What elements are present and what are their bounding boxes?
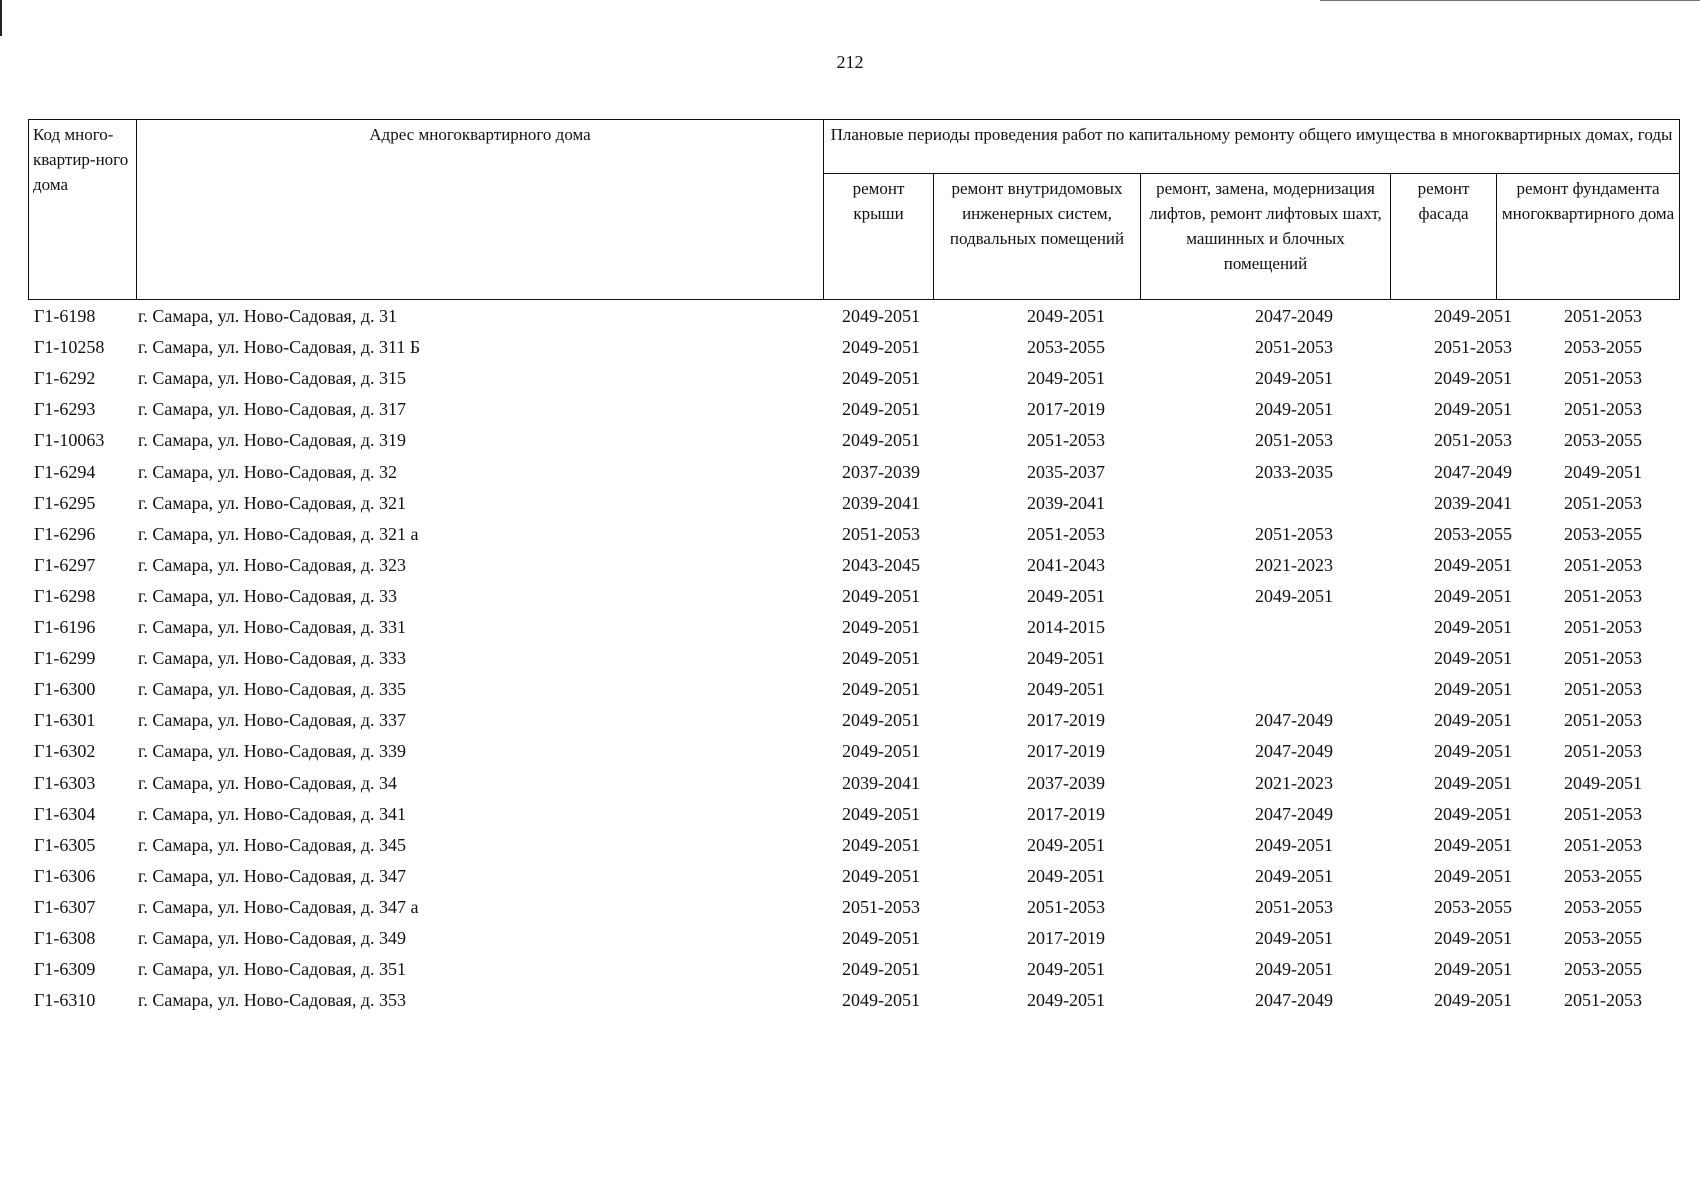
cell-engineering: 2017-2019	[1027, 928, 1105, 948]
cell-facade: 2049-2051	[1434, 772, 1512, 793]
cell-lifts: 2051-2053	[1255, 337, 1333, 358]
cell-lifts: 2051-2053	[1255, 896, 1333, 917]
cell-engineering: 2037-2039	[1027, 772, 1105, 793]
cell-address: г. Самара, ул. Ново-Садовая, д. 341	[138, 803, 406, 824]
cell-roof: 2049-2051	[842, 679, 920, 700]
cell-facade: 2049-2051	[1434, 399, 1512, 420]
cell-foundation: 2051-2053	[1564, 368, 1642, 389]
cell-engineering: 2051-2053	[1027, 896, 1105, 917]
header-lifts: ремонт, замена, модернизация лифтов, ремонт лифтовых шахт, машинных и блочных помещений	[1141, 174, 1391, 300]
cell-lifts: 2047-2049	[1255, 306, 1333, 326]
cell-facade: 2049-2051	[1434, 554, 1512, 575]
table-row	[28, 580, 1679, 613]
table-row	[28, 487, 1679, 520]
cell-address: г. Самара, ул. Ново-Садовая, д. 347	[138, 865, 406, 886]
cell-engineering: 2041-2043	[1027, 554, 1105, 575]
cell-address: г. Самара, ул. Ново-Садовая, д. 323	[138, 554, 406, 575]
cell-lifts: 2049-2051	[1255, 959, 1333, 980]
cell-foundation: 2051-2053	[1564, 679, 1642, 700]
header-code: Код много-квартир-ного дома	[29, 120, 137, 300]
header-engineering: ремонт внутридомовых инженерных систем, подвальных помещений	[934, 174, 1141, 300]
cell-foundation: 2051-2053	[1564, 492, 1642, 513]
cell-address: г. Самара, ул. Ново-Садовая, д. 345	[138, 834, 406, 855]
cell-code: Г1-10258	[34, 337, 105, 358]
cell-code: Г1-6308	[34, 928, 96, 948]
cell-code: Г1-6297	[34, 554, 96, 575]
cell-roof: 2037-2039	[842, 461, 920, 482]
header-facade: ремонт фасада	[1391, 174, 1497, 300]
cell-foundation: 2051-2053	[1564, 617, 1642, 637]
table-row	[28, 704, 1679, 737]
cell-roof: 2049-2051	[842, 710, 920, 731]
header-roof: ремонт крыши	[824, 174, 934, 300]
cell-engineering: 2017-2019	[1027, 803, 1105, 824]
table-row	[28, 798, 1679, 831]
header-address: Адрес многоквартирного дома	[137, 120, 824, 300]
cell-code: Г1-6302	[34, 741, 96, 762]
cell-code: Г1-6292	[34, 368, 96, 389]
header-foundation: ремонт фундамента многоквартирного дома	[1497, 174, 1680, 300]
cell-code: Г1-6196	[34, 617, 96, 637]
cell-code: Г1-6294	[34, 461, 96, 482]
table-row	[28, 891, 1679, 924]
cell-engineering: 2051-2053	[1027, 430, 1105, 451]
scan-top-rule	[1320, 0, 1700, 1]
cell-roof: 2049-2051	[842, 803, 920, 824]
cell-code: Г1-6295	[34, 492, 96, 513]
cell-engineering: 2049-2051	[1027, 865, 1105, 886]
cell-foundation: 2053-2055	[1564, 959, 1642, 980]
cell-engineering: 2049-2051	[1027, 834, 1105, 855]
cell-engineering: 2049-2051	[1027, 368, 1105, 389]
cell-facade: 2049-2051	[1434, 585, 1512, 606]
cell-roof: 2049-2051	[842, 368, 920, 389]
cell-address: г. Самара, ул. Ново-Садовая, д. 337	[138, 710, 406, 731]
table-header	[28, 119, 1680, 300]
cell-roof: 2039-2041	[842, 492, 920, 513]
cell-engineering: 2053-2055	[1027, 337, 1105, 358]
scan-edge-mark	[0, 0, 2, 36]
cell-facade: 2053-2055	[1434, 523, 1512, 544]
cell-facade: 2049-2051	[1434, 865, 1512, 886]
cell-foundation: 2051-2053	[1564, 834, 1642, 855]
cell-lifts: 2049-2051	[1255, 399, 1333, 420]
cell-roof: 2049-2051	[842, 430, 920, 451]
cell-foundation: 2049-2051	[1564, 461, 1642, 482]
cell-facade: 2049-2051	[1434, 368, 1512, 389]
cell-code: Г1-6299	[34, 648, 96, 669]
cell-foundation: 2053-2055	[1564, 896, 1642, 917]
cell-facade: 2049-2051	[1434, 710, 1512, 731]
cell-facade: 2049-2051	[1434, 834, 1512, 855]
cell-engineering: 2049-2051	[1027, 306, 1105, 326]
cell-facade: 2053-2055	[1434, 896, 1512, 917]
cell-address: г. Самара, ул. Ново-Садовая, д. 32	[138, 461, 397, 482]
cell-engineering: 2049-2051	[1027, 959, 1105, 980]
cell-roof: 2049-2051	[842, 306, 920, 326]
cell-address: г. Самара, ул. Ново-Садовая, д. 315	[138, 368, 406, 389]
table-row	[28, 611, 1679, 644]
cell-engineering: 2017-2019	[1027, 399, 1105, 420]
cell-lifts: 2049-2051	[1255, 928, 1333, 948]
cell-roof: 2051-2053	[842, 523, 920, 544]
cell-foundation: 2051-2053	[1564, 648, 1642, 669]
cell-facade: 2049-2051	[1434, 617, 1512, 637]
cell-lifts: 2049-2051	[1255, 368, 1333, 389]
cell-lifts: 2033-2035	[1255, 461, 1333, 482]
cell-roof: 2049-2051	[842, 990, 920, 1011]
cell-foundation: 2051-2053	[1564, 554, 1642, 575]
cell-engineering: 2035-2037	[1027, 461, 1105, 482]
table-row	[28, 642, 1679, 675]
cell-foundation: 2051-2053	[1564, 399, 1642, 420]
cell-foundation: 2049-2051	[1564, 772, 1642, 793]
table-row	[28, 300, 1679, 333]
cell-address: г. Самара, ул. Ново-Садовая, д. 335	[138, 679, 406, 700]
cell-lifts: 2047-2049	[1255, 710, 1333, 731]
cell-roof: 2049-2051	[842, 959, 920, 980]
cell-engineering: 2049-2051	[1027, 648, 1105, 669]
cell-facade: 2051-2053	[1434, 337, 1512, 358]
cell-code: Г1-6293	[34, 399, 96, 420]
cell-address: г. Самара, ул. Ново-Садовая, д. 347 а	[138, 896, 419, 917]
cell-roof: 2049-2051	[842, 399, 920, 420]
cell-engineering: 2049-2051	[1027, 585, 1105, 606]
cell-facade: 2051-2053	[1434, 430, 1512, 451]
cell-code: Г1-6310	[34, 990, 96, 1011]
page-number: 212	[836, 52, 864, 72]
cell-engineering: 2049-2051	[1027, 990, 1105, 1011]
table-row	[28, 673, 1679, 706]
cell-address: г. Самара, ул. Ново-Садовая, д. 331	[138, 617, 406, 637]
cell-code: Г1-6198	[34, 306, 96, 326]
cell-facade: 2049-2051	[1434, 741, 1512, 762]
cell-engineering: 2039-2041	[1027, 492, 1105, 513]
cell-address: г. Самара, ул. Ново-Садовая, д. 333	[138, 648, 406, 669]
cell-roof: 2039-2041	[842, 772, 920, 793]
cell-roof: 2049-2051	[842, 741, 920, 762]
cell-address: г. Самара, ул. Ново-Садовая, д. 339	[138, 741, 406, 762]
cell-lifts: 2047-2049	[1255, 990, 1333, 1011]
cell-lifts: 2051-2053	[1255, 523, 1333, 544]
cell-roof: 2049-2051	[842, 928, 920, 948]
cell-code: Г1-6309	[34, 959, 96, 980]
cell-roof: 2049-2051	[842, 617, 920, 637]
cell-roof: 2049-2051	[842, 585, 920, 606]
cell-address: г. Самара, ул. Ново-Садовая, д. 317	[138, 399, 406, 420]
cell-address: г. Самара, ул. Ново-Садовая, д. 33	[138, 585, 397, 606]
cell-code: Г1-6304	[34, 803, 96, 824]
cell-address: г. Самара, ул. Ново-Садовая, д. 353	[138, 990, 406, 1011]
cell-engineering: 2017-2019	[1027, 710, 1105, 731]
cell-address: г. Самара, ул. Ново-Садовая, д. 34	[138, 772, 397, 793]
cell-lifts: 2047-2049	[1255, 803, 1333, 824]
cell-foundation: 2051-2053	[1564, 585, 1642, 606]
table-row	[28, 549, 1679, 582]
cell-address: г. Самара, ул. Ново-Садовая, д. 349	[138, 928, 406, 948]
table-row	[28, 424, 1679, 457]
cell-code: Г1-6298	[34, 585, 96, 606]
cell-code: Г1-6307	[34, 896, 96, 917]
table-row	[28, 922, 1679, 955]
cell-roof: 2051-2053	[842, 896, 920, 917]
table-row	[28, 518, 1679, 551]
cell-code: Г1-6306	[34, 865, 96, 886]
cell-facade: 2047-2049	[1434, 461, 1512, 482]
table-row	[28, 860, 1679, 893]
cell-roof: 2043-2045	[842, 554, 920, 575]
cell-engineering: 2051-2053	[1027, 523, 1105, 544]
cell-foundation: 2051-2053	[1564, 306, 1642, 326]
cell-address: г. Самара, ул. Ново-Садовая, д. 321	[138, 492, 406, 513]
cell-code: Г1-6300	[34, 679, 96, 700]
cell-foundation: 2051-2053	[1564, 990, 1642, 1011]
table-row	[28, 829, 1679, 862]
cell-roof: 2049-2051	[842, 337, 920, 358]
cell-foundation: 2051-2053	[1564, 741, 1642, 762]
header-planned-periods: Плановые периоды проведения работ по капитальному ремонту общего имущества в многоквартирных домах, годы	[824, 120, 1680, 174]
cell-roof: 2049-2051	[842, 834, 920, 855]
cell-address: г. Самара, ул. Ново-Садовая, д. 311 Б	[138, 337, 421, 358]
cell-facade: 2049-2051	[1434, 803, 1512, 824]
cell-lifts: 2049-2051	[1255, 585, 1333, 606]
table-row	[28, 953, 1679, 986]
cell-engineering: 2014-2015	[1027, 617, 1105, 637]
cell-facade: 2049-2051	[1434, 990, 1512, 1011]
cell-foundation: 2053-2055	[1564, 523, 1642, 544]
table-row	[28, 393, 1679, 426]
cell-foundation: 2053-2055	[1564, 865, 1642, 886]
cell-facade: 2049-2051	[1434, 306, 1512, 326]
cell-address: г. Самара, ул. Ново-Садовая, д. 321 а	[138, 523, 419, 544]
cell-address: г. Самара, ул. Ново-Садовая, д. 351	[138, 959, 406, 980]
cell-lifts: 2021-2023	[1255, 554, 1333, 575]
cell-roof: 2049-2051	[842, 648, 920, 669]
table-row	[28, 984, 1679, 1017]
cell-facade: 2049-2051	[1434, 928, 1512, 948]
cell-lifts: 2049-2051	[1255, 865, 1333, 886]
table-row	[28, 362, 1679, 395]
table-row	[28, 735, 1679, 768]
cell-code: Г1-10063	[34, 430, 105, 451]
cell-facade: 2039-2041	[1434, 492, 1512, 513]
cell-foundation: 2051-2053	[1564, 710, 1642, 731]
cell-foundation: 2053-2055	[1564, 430, 1642, 451]
cell-code: Г1-6303	[34, 772, 96, 793]
cell-code: Г1-6305	[34, 834, 96, 855]
cell-facade: 2049-2051	[1434, 648, 1512, 669]
table-row	[28, 456, 1679, 489]
cell-roof: 2049-2051	[842, 865, 920, 886]
cell-facade: 2049-2051	[1434, 679, 1512, 700]
cell-lifts: 2051-2053	[1255, 430, 1333, 451]
cell-facade: 2049-2051	[1434, 959, 1512, 980]
cell-lifts: 2049-2051	[1255, 834, 1333, 855]
cell-address: г. Самара, ул. Ново-Садовая, д. 31	[138, 306, 397, 326]
table-row	[28, 767, 1679, 800]
cell-foundation: 2053-2055	[1564, 928, 1642, 948]
cell-address: г. Самара, ул. Ново-Садовая, д. 319	[138, 430, 406, 451]
cell-code: Г1-6296	[34, 523, 96, 544]
cell-engineering: 2049-2051	[1027, 679, 1105, 700]
repair-schedule-table	[28, 119, 1679, 1011]
cell-lifts: 2021-2023	[1255, 772, 1333, 793]
cell-foundation: 2053-2055	[1564, 337, 1642, 358]
cell-lifts: 2047-2049	[1255, 741, 1333, 762]
cell-code: Г1-6301	[34, 710, 96, 731]
table-row	[28, 331, 1679, 364]
cell-engineering: 2017-2019	[1027, 741, 1105, 762]
cell-foundation: 2051-2053	[1564, 803, 1642, 824]
